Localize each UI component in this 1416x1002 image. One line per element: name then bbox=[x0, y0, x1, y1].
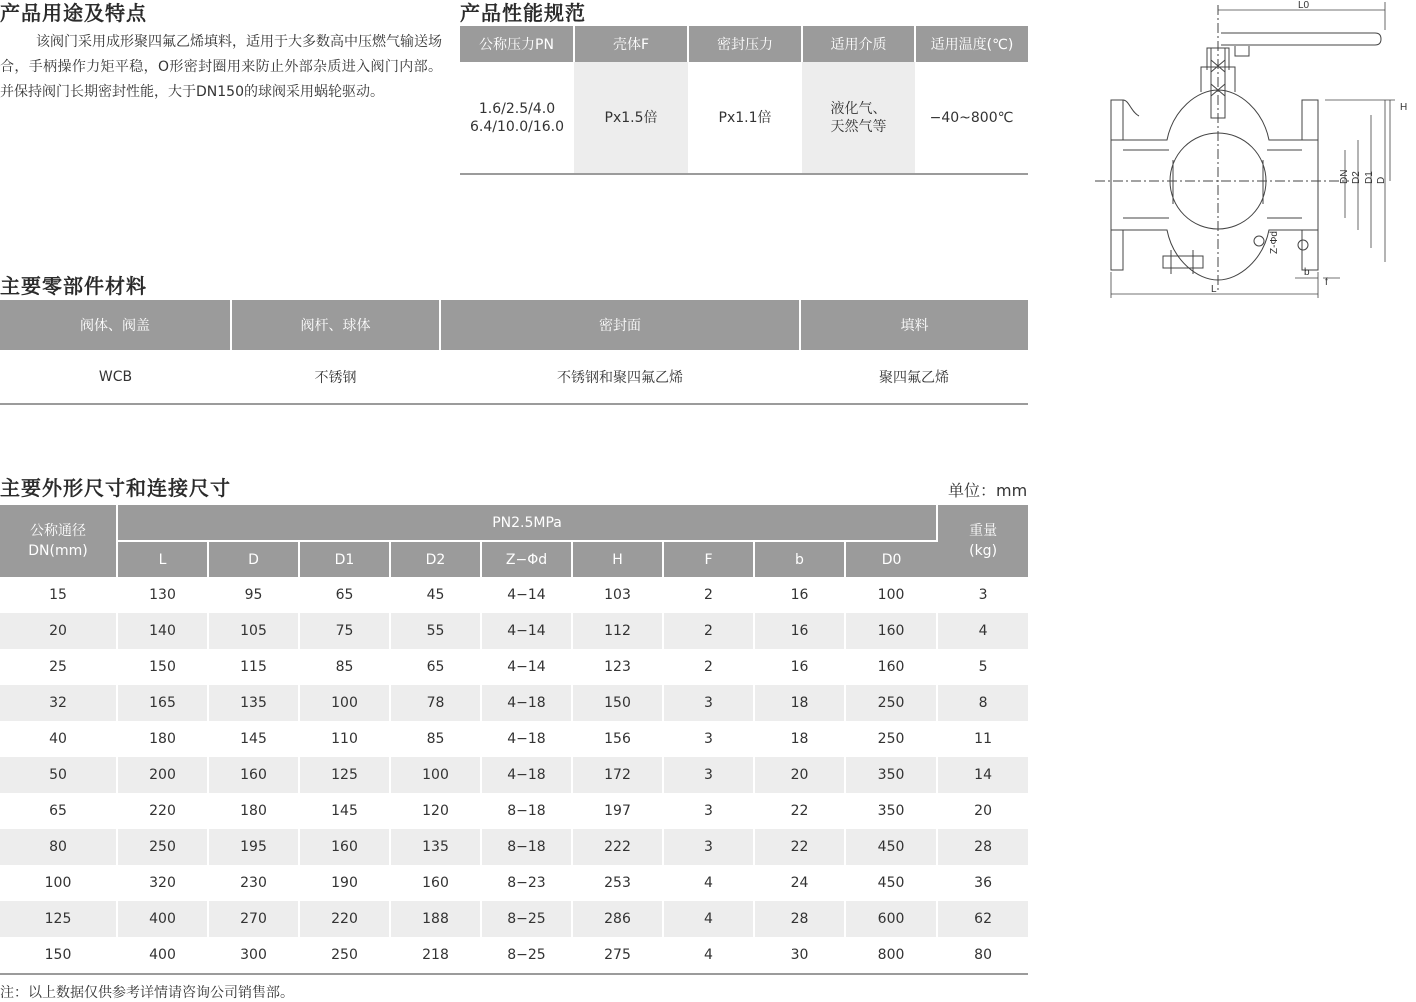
materials-sealing-cell: 不锈钢和聚四氟乙烯 bbox=[440, 350, 800, 404]
table-cell: 250 bbox=[117, 829, 208, 865]
table-row bbox=[0, 793, 1028, 829]
table-cell: 2 bbox=[663, 613, 754, 649]
dimensions-col-z-d: Z−Φd bbox=[481, 541, 572, 577]
table-cell: 222 bbox=[572, 829, 663, 865]
performance-title: 产品性能规范 bbox=[460, 1, 586, 25]
table-cell: 4−18 bbox=[481, 685, 572, 721]
table-cell: 4 bbox=[663, 937, 754, 974]
table-cell: 25 bbox=[0, 649, 117, 685]
table-cell: 2 bbox=[663, 577, 754, 613]
table-cell: 160 bbox=[208, 757, 299, 793]
dimensions-header-weight bbox=[937, 505, 1028, 577]
table-cell: 8−18 bbox=[481, 829, 572, 865]
table-cell: 85 bbox=[390, 721, 481, 757]
materials-title: 主要零部件材料 bbox=[0, 274, 147, 298]
table-cell: 8−25 bbox=[481, 937, 572, 974]
dimensions-col-d2: D2 bbox=[390, 541, 481, 577]
table-cell: 28 bbox=[937, 829, 1028, 865]
table-cell: 160 bbox=[299, 829, 390, 865]
drawing-label-dn: DN bbox=[1339, 169, 1350, 184]
dimensions-header-dn-line2: DN(mm) bbox=[28, 543, 88, 559]
footnote: 注：以上数据仅供参考详情请咨询公司销售部。 bbox=[0, 985, 294, 1001]
table-cell: 218 bbox=[390, 937, 481, 974]
table-cell: 250 bbox=[845, 685, 937, 721]
table-cell: 40 bbox=[0, 721, 117, 757]
dimensions-col-l: L bbox=[117, 541, 208, 577]
table-cell: 18 bbox=[754, 721, 845, 757]
table-cell: 4−18 bbox=[481, 721, 572, 757]
drawing-label-d2: D2 bbox=[1351, 171, 1362, 184]
table-cell: 195 bbox=[208, 829, 299, 865]
table-cell: 4−14 bbox=[481, 577, 572, 613]
table-cell: 55 bbox=[390, 613, 481, 649]
materials-packing-cell: 聚四氟乙烯 bbox=[800, 350, 1028, 404]
table-cell: 400 bbox=[117, 937, 208, 974]
table-cell: 160 bbox=[845, 649, 937, 685]
table-cell: 4−18 bbox=[481, 757, 572, 793]
table-cell: 100 bbox=[845, 577, 937, 613]
table-cell: 8−23 bbox=[481, 865, 572, 901]
dimensions-col-d0: D0 bbox=[881, 551, 902, 568]
table-cell: 172 bbox=[572, 757, 663, 793]
table-cell: 62 bbox=[937, 901, 1028, 937]
table-cell: 270 bbox=[208, 901, 299, 937]
table-cell: 112 bbox=[572, 613, 663, 649]
table-cell: 30 bbox=[754, 937, 845, 974]
table-cell: 80 bbox=[937, 937, 1028, 974]
table-cell: 200 bbox=[117, 757, 208, 793]
table-cell: 65 bbox=[0, 793, 117, 829]
performance-header-pn: 公称压力PN bbox=[460, 26, 574, 62]
table-cell: 600 bbox=[845, 901, 937, 937]
table-cell: 188 bbox=[390, 901, 481, 937]
dimensions-title: 主要外形尺寸和连接尺寸 bbox=[0, 476, 231, 500]
table-cell: 24 bbox=[754, 865, 845, 901]
table-cell: 22 bbox=[754, 829, 845, 865]
materials-header-body: 阀体、阀盖 bbox=[0, 300, 231, 350]
table-row bbox=[0, 757, 1028, 793]
table-cell: 120 bbox=[390, 793, 481, 829]
table-cell: 250 bbox=[299, 937, 390, 974]
dimensions-header-weight-line1: 重量 bbox=[969, 523, 998, 539]
dimensions-header-pressure-group: PN2.5MPa bbox=[117, 505, 937, 541]
drawing-label-l: L bbox=[1211, 284, 1217, 295]
table-cell: 150 bbox=[117, 649, 208, 685]
table-cell: 4 bbox=[937, 613, 1028, 649]
table-cell: 16 bbox=[754, 577, 845, 613]
performance-header-medium: 适用介质 bbox=[802, 26, 915, 62]
table-cell: 123 bbox=[572, 649, 663, 685]
materials-header-row bbox=[0, 300, 1028, 350]
table-cell: 180 bbox=[208, 793, 299, 829]
drawing-label-zd: Z-Φd bbox=[1269, 231, 1280, 254]
performance-table bbox=[460, 26, 1028, 175]
table-cell: 160 bbox=[845, 613, 937, 649]
table-cell: 50 bbox=[0, 757, 117, 793]
table-cell: 110 bbox=[299, 721, 390, 757]
unit-label: 单位：mm bbox=[948, 481, 1028, 500]
table-cell: 65 bbox=[390, 649, 481, 685]
table-cell: 4−14 bbox=[481, 613, 572, 649]
table-cell: 22 bbox=[754, 793, 845, 829]
table-cell: 18 bbox=[754, 685, 845, 721]
table-row bbox=[0, 685, 1028, 721]
dimensions-col-h: H bbox=[572, 541, 663, 577]
table-cell: 16 bbox=[754, 613, 845, 649]
table-cell: 8 bbox=[937, 685, 1028, 721]
dimensions-col-f: F bbox=[663, 541, 754, 577]
materials-table bbox=[0, 300, 1028, 405]
table-cell: 150 bbox=[572, 685, 663, 721]
dimensions-col-d: D bbox=[208, 541, 299, 577]
table-row bbox=[0, 901, 1028, 937]
table-cell: 253 bbox=[572, 865, 663, 901]
table-cell: 250 bbox=[845, 721, 937, 757]
table-cell: 450 bbox=[845, 829, 937, 865]
table-cell: 220 bbox=[117, 793, 208, 829]
table-row bbox=[0, 613, 1028, 649]
materials-header-sealing: 密封面 bbox=[440, 300, 800, 350]
performance-header-temperature: 适用温度(℃) bbox=[930, 37, 1014, 53]
table-cell: 3 bbox=[663, 721, 754, 757]
dimensions-header-row-1 bbox=[0, 505, 1028, 541]
table-cell: 32 bbox=[0, 685, 117, 721]
table-cell: 800 bbox=[845, 937, 937, 974]
materials-header-stem: 阀杆、球体 bbox=[231, 300, 440, 350]
performance-header-seal: 密封压力 bbox=[688, 26, 802, 62]
table-cell: 20 bbox=[754, 757, 845, 793]
table-cell: 145 bbox=[299, 793, 390, 829]
dimensions-header-dn-line1: 公称通径 bbox=[30, 523, 86, 539]
performance-pn-line1: 1.6/2.5/4.0 bbox=[478, 100, 556, 117]
performance-seal-cell: Px1.1倍 bbox=[688, 62, 802, 174]
materials-header-packing: 填料 bbox=[900, 318, 929, 334]
materials-row bbox=[0, 350, 1028, 404]
materials-body-cell: WCB bbox=[0, 350, 231, 404]
table-cell: 80 bbox=[0, 829, 117, 865]
table-cell: 145 bbox=[208, 721, 299, 757]
table-cell: 220 bbox=[299, 901, 390, 937]
table-cell: 130 bbox=[117, 577, 208, 613]
table-cell: 4 bbox=[663, 901, 754, 937]
table-cell: 20 bbox=[0, 613, 117, 649]
table-cell: 16 bbox=[754, 649, 845, 685]
table-cell: 135 bbox=[390, 829, 481, 865]
table-cell: 180 bbox=[117, 721, 208, 757]
table-row bbox=[0, 577, 1028, 613]
performance-shell-cell: Px1.5倍 bbox=[574, 62, 688, 174]
table-cell: 115 bbox=[208, 649, 299, 685]
table-cell: 14 bbox=[937, 757, 1028, 793]
table-cell: 275 bbox=[572, 937, 663, 974]
table-cell: 190 bbox=[299, 865, 390, 901]
dimensions-header-weight-line2: (kg) bbox=[969, 543, 998, 559]
performance-header-shell: 壳体F bbox=[574, 26, 688, 62]
table-cell: 165 bbox=[117, 685, 208, 721]
performance-pn-line2: 6.4/10.0/16.0 bbox=[469, 118, 565, 135]
table-cell: 11 bbox=[974, 731, 992, 747]
usage-text: 该阀门采用成形聚四氟乙烯填料，适用于大多数高中压燃气输送场合，手柄操作力矩平稳，O形密封圈用来防止外部杂质进入阀门内部。并保持阀门长期密封性能，大于DN150的球阀采用蜗轮驱动。 bbox=[0, 34, 442, 100]
table-cell: 78 bbox=[390, 685, 481, 721]
table-cell: 160 bbox=[390, 865, 481, 901]
table-cell: 20 bbox=[974, 803, 992, 819]
dimensions-col-d1: D1 bbox=[299, 541, 390, 577]
table-row bbox=[0, 865, 1028, 901]
table-cell: 125 bbox=[0, 901, 117, 937]
table-cell: 103 bbox=[572, 577, 663, 613]
table-cell: 3 bbox=[663, 757, 754, 793]
performance-header-row bbox=[460, 26, 1028, 62]
performance-pn-cell bbox=[460, 62, 574, 174]
performance-medium-cell bbox=[802, 62, 915, 174]
ball-valve-drawing bbox=[1095, 0, 1416, 305]
performance-row bbox=[460, 62, 1028, 174]
table-cell: 65 bbox=[299, 577, 390, 613]
table-cell: 85 bbox=[299, 649, 390, 685]
table-cell: 320 bbox=[117, 865, 208, 901]
table-cell: 45 bbox=[390, 577, 481, 613]
dimensions-table-body bbox=[0, 577, 1028, 974]
table-cell: 2 bbox=[663, 649, 754, 685]
performance-medium-line2: 天然气等 bbox=[830, 118, 887, 135]
performance-temperature-cell: −40~800℃ bbox=[915, 62, 1028, 174]
table-cell: 4 bbox=[663, 865, 754, 901]
dimensions-header-dn bbox=[0, 505, 117, 577]
table-cell: 100 bbox=[0, 865, 117, 901]
table-cell: 150 bbox=[0, 937, 117, 974]
table-row bbox=[0, 649, 1028, 685]
table-cell: 5 bbox=[978, 659, 988, 675]
drawing-label-d: D bbox=[1376, 176, 1387, 184]
dimensions-table bbox=[0, 505, 1028, 975]
drawing-label-d1: D1 bbox=[1364, 171, 1375, 184]
drawing-label-l0: L0 bbox=[1298, 0, 1310, 11]
drawing-label-h: H bbox=[1400, 102, 1408, 113]
table-cell: 230 bbox=[208, 865, 299, 901]
table-row bbox=[0, 937, 1028, 974]
table-cell: 140 bbox=[117, 613, 208, 649]
table-cell: 3 bbox=[978, 587, 988, 603]
table-cell: 75 bbox=[299, 613, 390, 649]
table-cell: 3 bbox=[663, 685, 754, 721]
dimensions-col-b: b bbox=[754, 541, 845, 577]
table-cell: 4−14 bbox=[481, 649, 572, 685]
performance-medium-line1: 液化气、 bbox=[830, 100, 887, 117]
table-cell: 450 bbox=[845, 865, 937, 901]
table-cell: 135 bbox=[208, 685, 299, 721]
table-cell: 350 bbox=[845, 793, 937, 829]
table-cell: 100 bbox=[299, 685, 390, 721]
table-row bbox=[0, 829, 1028, 865]
table-cell: 197 bbox=[572, 793, 663, 829]
table-cell: 300 bbox=[208, 937, 299, 974]
table-cell: 3 bbox=[663, 829, 754, 865]
table-cell: 286 bbox=[572, 901, 663, 937]
table-cell: 28 bbox=[754, 901, 845, 937]
drawing-label-b: b bbox=[1304, 267, 1310, 278]
materials-stem-cell: 不锈钢 bbox=[231, 350, 440, 404]
table-cell: 8−18 bbox=[481, 793, 572, 829]
table-cell: 100 bbox=[390, 757, 481, 793]
table-cell: 156 bbox=[572, 721, 663, 757]
table-cell: 95 bbox=[208, 577, 299, 613]
table-cell: 105 bbox=[208, 613, 299, 649]
drawing-label-f: f bbox=[1325, 277, 1328, 288]
table-cell: 400 bbox=[117, 901, 208, 937]
table-cell: 350 bbox=[845, 757, 937, 793]
table-cell: 8−25 bbox=[481, 901, 572, 937]
table-cell: 15 bbox=[0, 577, 117, 613]
table-cell: 3 bbox=[663, 793, 754, 829]
table-cell: 36 bbox=[974, 875, 992, 891]
dimensions-header-row-2 bbox=[0, 541, 1028, 577]
table-row bbox=[0, 721, 1028, 757]
table-cell: 125 bbox=[299, 757, 390, 793]
usage-title: 产品用途及特点 bbox=[0, 1, 147, 25]
